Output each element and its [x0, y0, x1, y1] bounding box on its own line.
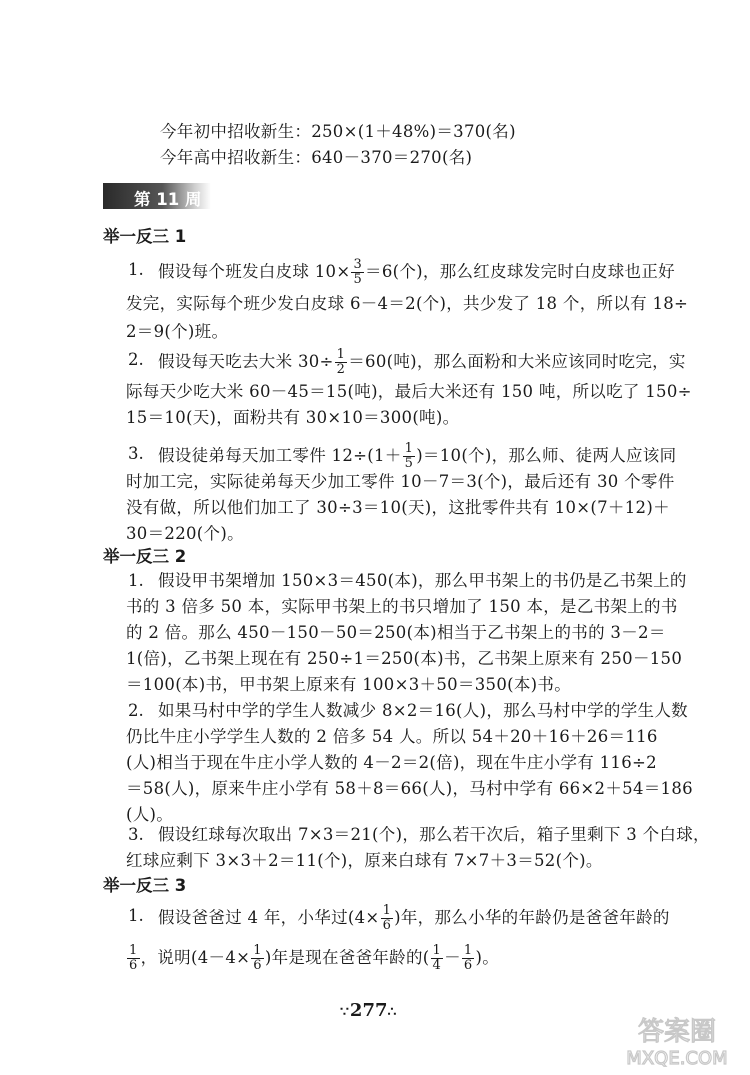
- item-number: 3.: [128, 444, 144, 463]
- s2-item2-line3: (人)相当于现在牛庄小学人数的 4－2＝2(倍)，现在牛庄小学有 116÷2: [126, 753, 657, 772]
- item-number: 1.: [128, 571, 144, 590]
- s1-item3-line4: 30＝220(个)。: [126, 524, 244, 543]
- section-heading-3: 举一反三 3: [103, 876, 187, 895]
- watermark-logo: [615, 1010, 740, 1070]
- dots-left: ∵: [340, 1004, 350, 1020]
- s1-item1-line3: 2＝9(个)班。: [126, 322, 229, 341]
- dots-right: ∴: [387, 1004, 398, 1020]
- s3-item1-line1: 假设爸爸过 4 年，小华过(4× $\frac{1}{6}$ )年，那么小华的年龄仍是爸爸年龄的: [158, 903, 670, 933]
- fraction: $\frac{1}{5}$: [404, 441, 414, 471]
- intro-line-1: 今年初中招收新生：250×(1＋48%)＝370(名): [160, 122, 516, 141]
- s1-item2-line3: 15＝10(天)，面粉共有 30×10＝300(吨)。: [126, 408, 460, 427]
- item-number: 2.: [128, 701, 144, 720]
- s2-item3-line1: 假设红球每次取出 7×3＝21(个)，那么若干次后，箱子里剩下 3 个白球，: [158, 825, 710, 844]
- s1-item1-line1: 假设每个班发白皮球 10× $\frac{3}{5}$ ＝6(个)，那么红皮球发完时白皮球也正好: [158, 257, 675, 287]
- s1-item1-line2: 发完，实际每个班少发白皮球 6－4＝2(个)，共少发了 18 个，所以有 18÷: [126, 294, 689, 313]
- week-label: 第 11 周: [134, 190, 202, 209]
- s1-item3-line3: 没有做，所以他们加工了 30÷3＝10(天)，这批零件共有 10×(7＋12)＋: [126, 498, 670, 517]
- s2-item1-line2: 书的 3 倍多 50 本，实际甲书架上的书只增加了 150 本，是乙书架上的书: [126, 597, 678, 616]
- svg-text:答案圈: 答案圈: [637, 1017, 717, 1047]
- s1-item2-line1: 假设每天吃去大米 30÷ $\frac{1}{2}$ ＝60(吨)，那么面粉和大米应该同时吃完，实: [158, 347, 686, 377]
- item-number: 1.: [128, 260, 144, 279]
- s2-item1-line4: 1(倍)，乙书架上现在有 250÷1＝250(本)书，乙书架上原来有 250－150: [126, 649, 683, 668]
- section-heading-2: 举一反三 2: [103, 547, 187, 566]
- item-number: 1.: [128, 906, 144, 925]
- s2-item2-line2: 仍比牛庄小学学生人数的 2 倍多 54 人。所以 54＋20＋16＋26＝116: [126, 727, 658, 746]
- fraction: $\frac{1}{6}$: [129, 943, 138, 973]
- fraction: $\frac{1}{4}$: [432, 943, 442, 973]
- s2-item1-line5: ＝100(本)书，甲书架上原来有 100×3＋50＝350(本)书。: [126, 675, 571, 694]
- fraction: $\frac{1}{2}$: [336, 347, 346, 377]
- s3-item1-line2: $\frac{1}{6}$ ，说明(4－4× $\frac{1}{6}$ )年是现在爸爸年龄的( $\frac{1}{4}$ － $\frac{1}{6}$ )。: [129, 943, 500, 973]
- fraction: $\frac{1}{6}$: [382, 903, 392, 933]
- s2-item2-line5: (人)。: [126, 805, 174, 824]
- intro-line-2: 今年高中招收新生：640－370＝270(名): [160, 148, 473, 167]
- fraction: $\frac{1}{6}$: [463, 943, 473, 973]
- s2-item1-line3: 的 2 倍。那么 450－150－50＝250(本)相当于乙书架上的书的 3－2＝: [126, 623, 666, 642]
- fraction: $\frac{1}{6}$: [253, 943, 262, 973]
- section-heading-1: 举一反三 1: [103, 227, 187, 246]
- svg-text:MXQE.COM: MXQE.COM: [626, 1048, 728, 1069]
- s2-item1-line1: 假设甲书架增加 150×3＝450(本)，那么甲书架上的书仍是乙书架上的: [158, 571, 687, 590]
- s2-item3-line2: 红球应剩下 3×3＋2＝11(个)，原来白球有 7×7＋3＝52(个)。: [126, 851, 603, 870]
- s1-item3-line1: 假设徒弟每天加工零件 12÷(1＋ $\frac{1}{5}$ )＝10(个)，那么师、徒两人应该同: [158, 441, 677, 471]
- s1-item3-line2: 时加工完，实际徒弟每天少加工零件 10－7＝3(个)，最后还有 30 个零件: [126, 472, 675, 491]
- page-number: ∵277∴: [340, 1000, 398, 1021]
- item-number: 3.: [128, 825, 144, 844]
- s2-item2-line1: 如果马村中学的学生人数减少 8×2＝16(人)，那么马村中学的学生人数: [158, 701, 688, 720]
- s1-item2-line2: 际每天少吃大米 60－45＝15(吨)，最后大米还有 150 吨，所以吃了 150÷: [126, 382, 692, 401]
- fraction: $\frac{3}{5}$: [353, 257, 363, 287]
- item-number: 2.: [128, 350, 144, 369]
- s2-item2-line4: ＝58(人)，原来牛庄小学有 58＋8＝66(人)，马村中学有 66×2＋54＝186: [126, 779, 693, 798]
